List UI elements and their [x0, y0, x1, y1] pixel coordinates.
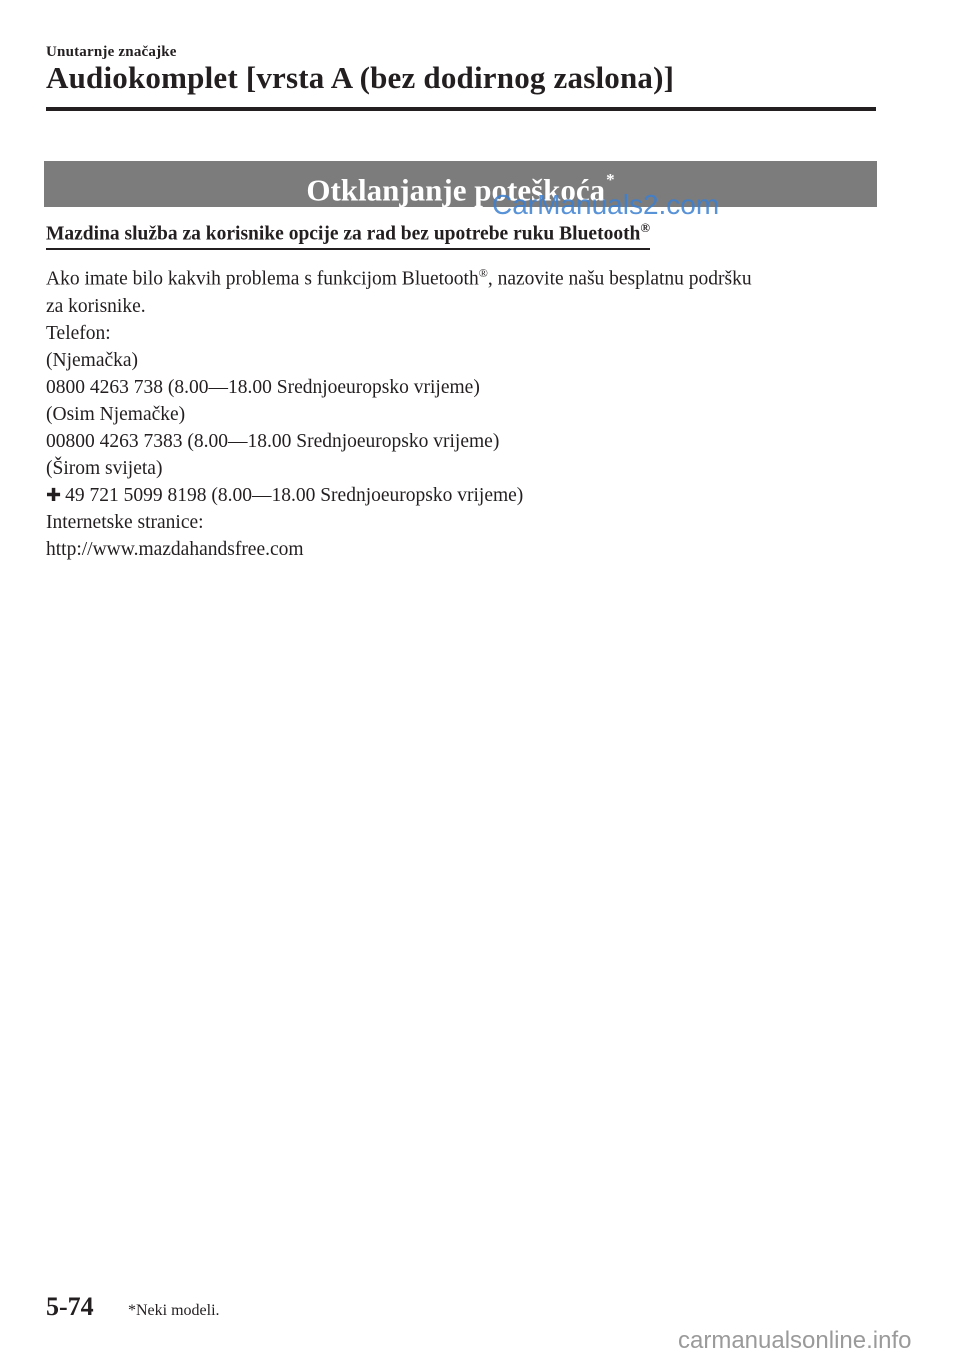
chapter-label: Unutarnje značajke — [46, 44, 177, 60]
intro-text-a: Ako imate bilo kakvih problema s funkcijom Bluetooth — [46, 268, 479, 290]
title-divider — [46, 107, 876, 111]
page-title: Audiokomplet [vrsta A (bez dodirnog zaslona)] — [46, 60, 675, 95]
intro-text-b: , nazovite našu besplatnu podršku — [487, 268, 752, 290]
watermark-footer: carmanualsonline.info — [678, 1327, 912, 1354]
body-text — [46, 260, 876, 563]
intro-line-1 — [46, 260, 876, 293]
phone-worldwide-line — [46, 482, 876, 509]
section-banner — [44, 161, 877, 207]
watermark-logo: CarManuals2.com — [492, 189, 720, 220]
section-footnote-mark: * — [606, 170, 615, 189]
phone-label: Telefon: — [46, 322, 111, 344]
page-number: 5-74 — [46, 1292, 94, 1321]
region-outside-germany: (Osim Njemačke) — [46, 403, 186, 425]
registered-mark: ® — [640, 220, 651, 235]
region-germany: (Njemačka) — [46, 349, 139, 371]
registered-mark: ® — [478, 266, 488, 280]
region-worldwide: (Širom svijeta) — [46, 457, 163, 479]
phone-outside-germany: 00800 4263 7383 (8.00—18.00 Srednjoeuropsko vrijeme) — [46, 430, 500, 452]
footnote: *Neki modeli. — [128, 1302, 220, 1319]
plus-icon: ✚ — [46, 484, 62, 506]
web-label: Internetske stranice: — [46, 511, 204, 533]
subsection-heading — [46, 220, 650, 250]
subsection-heading-text: Mazdina služba za korisnike opcije za rad bez upotrebe ruku Bluetooth — [46, 223, 641, 245]
web-url: http://www.mazdahandsfree.com — [46, 538, 304, 560]
intro-line-2: za korisnike. — [46, 295, 146, 317]
section-title: Otklanjanje poteškoća — [306, 172, 606, 208]
phone-worldwide: 49 721 5099 8198 (8.00—18.00 Srednjoeuropsko vrijeme) — [65, 484, 524, 506]
phone-germany: 0800 4263 738 (8.00—18.00 Srednjoeuropsko vrijeme) — [46, 376, 480, 398]
